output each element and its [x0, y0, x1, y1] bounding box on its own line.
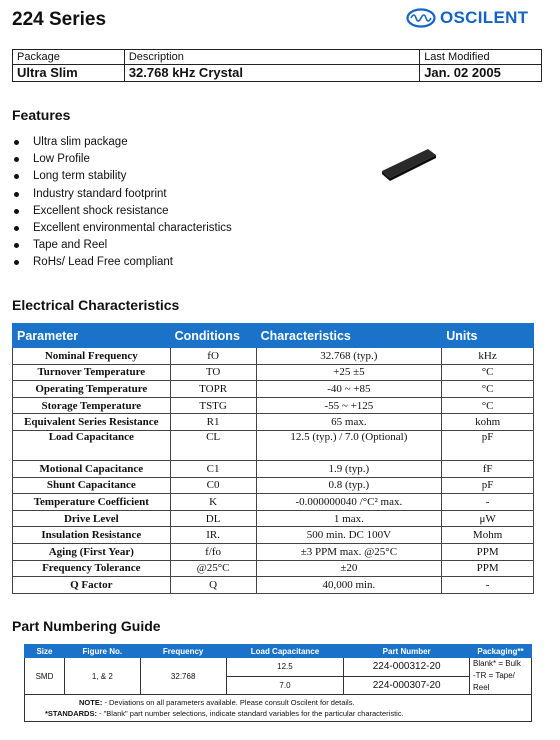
table-row: Aging (First Year) f/fo ±3 PPM max. @25°C PPM	[13, 543, 534, 560]
logo-text: OSCILENT	[440, 8, 529, 27]
oscilent-wave-icon	[406, 8, 436, 28]
table-row: Temperature Coefficient K -0.000000040 /°C² max. -	[13, 494, 534, 511]
electrical-characteristics-table	[12, 323, 534, 594]
size-header: Size	[25, 645, 65, 658]
table-row: Turnover Temperature TO +25 ±5 °C	[13, 364, 534, 381]
bullet-icon	[14, 260, 19, 265]
crystal-product-image	[380, 145, 440, 190]
table-row: Q Factor Q 40,000 min. -	[13, 577, 534, 594]
note-line: NOTE: - Deviations on all parameters available. Please consult Oscilent for details.	[79, 698, 355, 707]
package-value: Ultra Slim	[13, 65, 125, 82]
feature-item: Excellent shock resistance	[12, 203, 232, 220]
load-capacitance-header: Load Capacitance	[226, 645, 344, 658]
load-capacitance-value: 12.5	[226, 658, 344, 677]
table-row: Shunt Capacitance C0 0.8 (typ.) pF	[13, 477, 534, 494]
bullet-icon	[14, 192, 19, 197]
parameter-header: Parameter	[13, 324, 171, 348]
series-title: 224 Series	[12, 9, 107, 30]
frequency-header: Frequency	[140, 645, 226, 658]
characteristics-header: Characteristics	[256, 324, 442, 348]
bullet-icon	[14, 243, 19, 248]
product-info-table	[12, 49, 542, 82]
feature-item: Excellent environmental characteristics	[12, 220, 232, 237]
standards-line: *STANDARDS: - "Blank" part number selections, indicate standard variables for the particular characteristic.	[45, 709, 404, 718]
package-header: Package	[13, 50, 125, 65]
load-capacitance-value: 7.0	[226, 676, 344, 695]
notes-row	[25, 695, 532, 722]
units-header: Units	[442, 324, 534, 348]
packaging-header: Packaging**	[470, 645, 532, 658]
table-row: Storage Temperature TSTG -55 ~ +125 °C	[13, 397, 534, 414]
figure-header: Figure No.	[64, 645, 140, 658]
bullet-icon	[14, 226, 19, 231]
last-modified-value: Jan. 02 2005	[420, 65, 542, 82]
figure-value: 1, & 2	[64, 658, 140, 695]
table-row: Insulation Resistance IR. 500 min. DC 100V Mohm	[13, 527, 534, 544]
feature-item: Long term stability	[12, 168, 232, 185]
table-row: Frequency Tolerance @25°C ±20 PPM	[13, 560, 534, 577]
size-value: SMD	[25, 658, 65, 695]
bullet-icon	[14, 140, 19, 145]
table-row	[25, 658, 532, 677]
table-row: Nominal Frequency fO 32.768 (typ.) kHz	[13, 348, 534, 365]
part-number-header: Part Number	[344, 645, 470, 658]
last-modified-header: Last Modified	[420, 50, 542, 65]
part-number-value: 224-000307-20	[344, 676, 470, 695]
table-row: Operating Temperature TOPR -40 ~ +85 °C	[13, 381, 534, 398]
table-row: Drive Level DL 1 max. μW	[13, 510, 534, 527]
feature-item: Industry standard footprint	[12, 186, 232, 203]
part-numbering-title: Part Numbering Guide	[12, 618, 161, 634]
feature-item: Ultra slim package	[12, 134, 232, 151]
electrical-title: Electrical Characteristics	[12, 297, 180, 313]
bullet-icon	[14, 157, 19, 162]
features-list	[12, 134, 232, 272]
feature-item: Low Profile	[12, 151, 232, 168]
company-logo	[406, 8, 528, 28]
features-title: Features	[12, 107, 71, 123]
part-numbering-table	[24, 644, 532, 722]
feature-item: RoHs/ Lead Free compliant	[12, 254, 232, 271]
feature-item: Tape and Reel	[12, 237, 232, 254]
table-row: Load Capacitance CL 12.5 (typ.) / 7.0 (Optional) pF	[13, 430, 534, 460]
packaging-value: Blank* = Bulk -TR = Tape/ Reel	[470, 658, 532, 695]
bullet-icon	[14, 209, 19, 214]
description-header: Description	[124, 50, 419, 65]
conditions-header: Conditions	[170, 324, 256, 348]
description-value: 32.768 kHz Crystal	[124, 65, 419, 82]
table-row: Motional Capacitance C1 1.9 (typ.) fF	[13, 460, 534, 477]
bullet-icon	[14, 174, 19, 179]
frequency-value: 32.768	[140, 658, 226, 695]
part-number-value: 224-000312-20	[344, 658, 470, 677]
table-row: Equivalent Series Resistance R1 65 max. kohm	[13, 414, 534, 431]
